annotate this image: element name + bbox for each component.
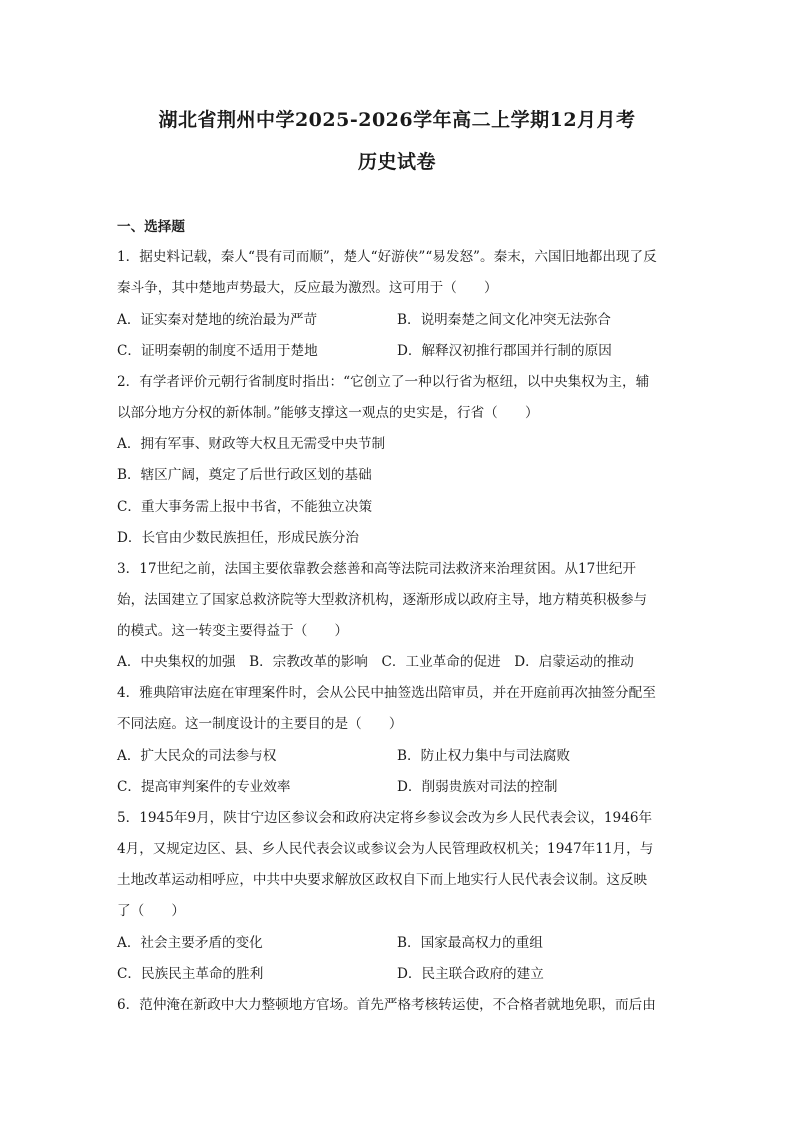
question-1-option-a: A．证实秦对楚地的统治最为严苛 [117, 312, 318, 328]
question-1-line-1: 1．据史料记载，秦人“畏有司而顺”，楚人“好游侠”“易发怒”。秦末，六国旧地都出现了反 [117, 249, 657, 265]
question-1-line-2: 秦斗争，其中楚地声势最大，反应最为激烈。这可用于（ ） [117, 280, 498, 296]
question-4-option-c: C．提高审判案件的专业效率 [117, 779, 291, 795]
question-5-line-2: 4月，又规定边区、县、乡人民代表会议或参议会为人民管理政权机关；1947年11月，与 [117, 841, 654, 857]
question-4-option-b: B．防止权力集中与司法腐败 [397, 748, 571, 764]
question-2-option-d: D．长官由少数民族担任，形成民族分治 [117, 530, 359, 546]
question-4-option-a: A．扩大民众的司法参与权 [117, 748, 277, 764]
question-5-option-a: A．社会主要矛盾的变化 [117, 935, 263, 951]
question-1-option-d: D．解释汉初推行郡国并行制的原因 [397, 343, 612, 359]
question-4-option-d: D．削弱贵族对司法的控制 [397, 779, 558, 795]
question-5-option-b: B．国家最高权力的重组 [397, 935, 543, 951]
question-2-option-a: A．拥有军事、财政等大权且无需受中央节制 [117, 436, 386, 452]
question-2-option-c: C．重大事务需上报中书省，不能独立决策 [117, 499, 373, 515]
question-3-line-2: 始，法国建立了国家总救济院等大型救济机构，逐渐形成以政府主导，地方精英积极参与 [117, 592, 648, 608]
question-6-line-1: 6．范仲淹在新政中大力整顿地方官场。首先严格考核转运使，不合格者就地免职，而后由 [117, 997, 656, 1013]
section-heading: 一、选择题 [117, 219, 185, 235]
question-1-option-c: C．证明秦朝的制度不适用于楚地 [117, 343, 318, 359]
question-2-option-b: B．辖区广阔，奠定了后世行政区划的基础 [117, 467, 372, 483]
question-3-line-1: 3．17世纪之前，法国主要依靠教会慈善和高等法院司法救济来治理贫困。从17世纪开 [117, 561, 637, 577]
question-5-line-1: 5．1945年9月，陕甘宁边区参议会和政府决定将乡参议会改为乡人民代表会议，1946年 [117, 810, 653, 826]
question-4-line-1: 4．雅典陪审法庭在审理案件时，会从公民中抽签选出陪审员，并在开庭前再次抽签分配至 [117, 685, 656, 701]
exam-subtitle: 历史试卷 [357, 151, 436, 173]
question-2-line-2: 以部分地方分权的新体制。”能够支撑这一观点的史实是，行省（ ） [117, 405, 539, 421]
question-3-line-3: 的模式。这一转变主要得益于（ ） [117, 623, 349, 639]
question-1-option-b: B．说明秦楚之间文化冲突无法弥合 [397, 312, 611, 328]
question-4-line-2: 不同法庭。这一制度设计的主要目的是（ ） [117, 716, 403, 732]
question-5-option-c: C．民族民主革命的胜利 [117, 966, 264, 982]
question-5-line-4: 了（ ） [117, 903, 185, 919]
question-3-options: A．中央集权的加强 B．宗教改革的影响 C．工业革命的促进 D．启蒙运动的推动 [117, 654, 634, 670]
question-2-line-1: 2．有学者评价元朝行省制度时指出：“它创立了一种以行省为枢纽，以中央集权为主，辅 [117, 374, 650, 390]
question-5-option-d: D．民主联合政府的建立 [397, 966, 544, 982]
exam-title: 湖北省荆州中学2025-2026学年高二上学期12月月考 [158, 109, 636, 131]
question-5-line-3: 土地改革运动相呼应，中共中央要求解放区政权自下而上地实行人民代表会议制。这反映 [117, 872, 648, 888]
